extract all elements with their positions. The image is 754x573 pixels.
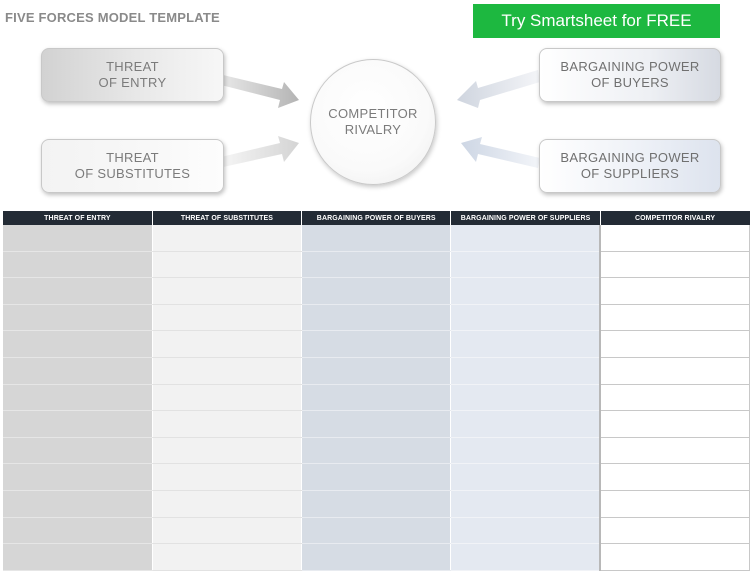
bargaining-power-buyers-label: BARGAINING POWER OF BUYERS (560, 59, 700, 90)
cell-threat-of-substitutes[interactable] (152, 331, 301, 358)
cell-bargaining-power-buyers[interactable] (302, 490, 451, 517)
cell-threat-of-substitutes[interactable] (152, 464, 301, 491)
arrow-bargaining-power-suppliers (461, 137, 540, 168)
cell-bargaining-power-suppliers[interactable] (451, 411, 600, 438)
table-row (3, 357, 750, 384)
header-competitor-rivalry: COMPETITOR RIVALRY (600, 211, 749, 225)
cell-threat-of-entry[interactable] (3, 437, 152, 464)
cell-threat-of-entry[interactable] (3, 544, 152, 571)
cell-threat-of-substitutes[interactable] (152, 251, 301, 278)
table-header-row (3, 211, 750, 225)
cell-threat-of-substitutes[interactable] (152, 225, 301, 251)
threat-of-entry-box (41, 48, 224, 102)
table-body (3, 225, 750, 570)
table-row (3, 517, 750, 544)
table-row (3, 225, 750, 251)
table-row (3, 251, 750, 278)
table-row (3, 411, 750, 438)
cell-competitor-rivalry[interactable] (600, 278, 749, 305)
cell-threat-of-entry[interactable] (3, 331, 152, 358)
cell-threat-of-entry[interactable] (3, 225, 152, 251)
cell-threat-of-substitutes[interactable] (152, 544, 301, 571)
cell-bargaining-power-suppliers[interactable] (451, 437, 600, 464)
cell-threat-of-entry[interactable] (3, 251, 152, 278)
cell-bargaining-power-suppliers[interactable] (451, 544, 600, 571)
cell-threat-of-entry[interactable] (3, 464, 152, 491)
cell-bargaining-power-buyers[interactable] (302, 225, 451, 251)
header-threat-of-entry: THREAT OF ENTRY (3, 211, 152, 225)
cell-threat-of-substitutes[interactable] (152, 278, 301, 305)
table-row (3, 331, 750, 358)
cell-bargaining-power-buyers[interactable] (302, 544, 451, 571)
table-row (3, 464, 750, 491)
competitor-rivalry-label: COMPETITOR RIVALRY (328, 106, 418, 137)
header-bargaining-power-suppliers: BARGAINING POWER OF SUPPLIERS (451, 211, 600, 225)
header-threat-of-substitutes: THREAT OF SUBSTITUTES (152, 211, 301, 225)
cell-competitor-rivalry[interactable] (600, 251, 749, 278)
cell-bargaining-power-buyers[interactable] (302, 437, 451, 464)
cell-competitor-rivalry[interactable] (600, 384, 749, 411)
cell-bargaining-power-buyers[interactable] (302, 357, 451, 384)
cell-bargaining-power-buyers[interactable] (302, 331, 451, 358)
threat-of-substitutes-box (41, 139, 224, 193)
cell-competitor-rivalry[interactable] (600, 304, 749, 331)
cell-bargaining-power-suppliers[interactable] (451, 384, 600, 411)
cell-threat-of-entry[interactable] (3, 278, 152, 305)
cell-bargaining-power-buyers[interactable] (302, 251, 451, 278)
cell-bargaining-power-suppliers[interactable] (451, 278, 600, 305)
cell-bargaining-power-buyers[interactable] (302, 304, 451, 331)
cell-competitor-rivalry[interactable] (600, 490, 749, 517)
page-title: FIVE FORCES MODEL TEMPLATE (5, 10, 220, 25)
cell-threat-of-substitutes[interactable] (152, 411, 301, 438)
cell-competitor-rivalry[interactable] (600, 544, 749, 571)
cell-competitor-rivalry[interactable] (600, 464, 749, 491)
cell-bargaining-power-buyers[interactable] (302, 517, 451, 544)
cell-threat-of-entry[interactable] (3, 357, 152, 384)
cell-threat-of-substitutes[interactable] (152, 384, 301, 411)
cell-bargaining-power-buyers[interactable] (302, 278, 451, 305)
five-forces-table (3, 211, 750, 571)
table-row (3, 437, 750, 464)
cell-competitor-rivalry[interactable] (600, 357, 749, 384)
cell-bargaining-power-suppliers[interactable] (451, 225, 600, 251)
competitor-rivalry-circle (310, 59, 436, 185)
arrow-threat-of-entry (221, 75, 299, 108)
cell-bargaining-power-buyers[interactable] (302, 384, 451, 411)
bargaining-power-suppliers-label: BARGAINING POWER OF SUPPLIERS (560, 150, 700, 181)
cell-bargaining-power-suppliers[interactable] (451, 464, 600, 491)
cell-threat-of-substitutes[interactable] (152, 357, 301, 384)
cell-threat-of-entry[interactable] (3, 490, 152, 517)
cell-threat-of-substitutes[interactable] (152, 304, 301, 331)
cell-competitor-rivalry[interactable] (600, 517, 749, 544)
arrow-bargaining-power-buyers (457, 70, 540, 108)
cell-bargaining-power-buyers[interactable] (302, 464, 451, 491)
cell-competitor-rivalry[interactable] (600, 331, 749, 358)
cell-threat-of-entry[interactable] (3, 384, 152, 411)
table-row (3, 278, 750, 305)
cell-competitor-rivalry[interactable] (600, 225, 749, 251)
cell-threat-of-substitutes[interactable] (152, 517, 301, 544)
try-smartsheet-button[interactable]: Try Smartsheet for FREE (473, 4, 720, 38)
table-row (3, 490, 750, 517)
arrow-threat-of-substitutes (221, 136, 299, 167)
cell-bargaining-power-suppliers[interactable] (451, 357, 600, 384)
cell-bargaining-power-suppliers[interactable] (451, 517, 600, 544)
bargaining-power-buyers-box (539, 48, 721, 102)
cell-threat-of-substitutes[interactable] (152, 490, 301, 517)
cell-bargaining-power-suppliers[interactable] (451, 331, 600, 358)
table-row (3, 544, 750, 571)
cell-bargaining-power-buyers[interactable] (302, 411, 451, 438)
cell-threat-of-entry[interactable] (3, 517, 152, 544)
cell-competitor-rivalry[interactable] (600, 411, 749, 438)
cell-competitor-rivalry[interactable] (600, 437, 749, 464)
cell-bargaining-power-suppliers[interactable] (451, 490, 600, 517)
cell-bargaining-power-suppliers[interactable] (451, 304, 600, 331)
threat-of-substitutes-label: THREAT OF SUBSTITUTES (74, 150, 191, 181)
cell-threat-of-substitutes[interactable] (152, 437, 301, 464)
bargaining-power-suppliers-box (539, 139, 721, 193)
header-bargaining-power-buyers: BARGAINING POWER OF BUYERS (302, 211, 451, 225)
cell-threat-of-entry[interactable] (3, 411, 152, 438)
cell-bargaining-power-suppliers[interactable] (451, 251, 600, 278)
cell-threat-of-entry[interactable] (3, 304, 152, 331)
table-row (3, 304, 750, 331)
table-row (3, 384, 750, 411)
threat-of-entry-label: THREAT OF ENTRY (98, 59, 167, 90)
